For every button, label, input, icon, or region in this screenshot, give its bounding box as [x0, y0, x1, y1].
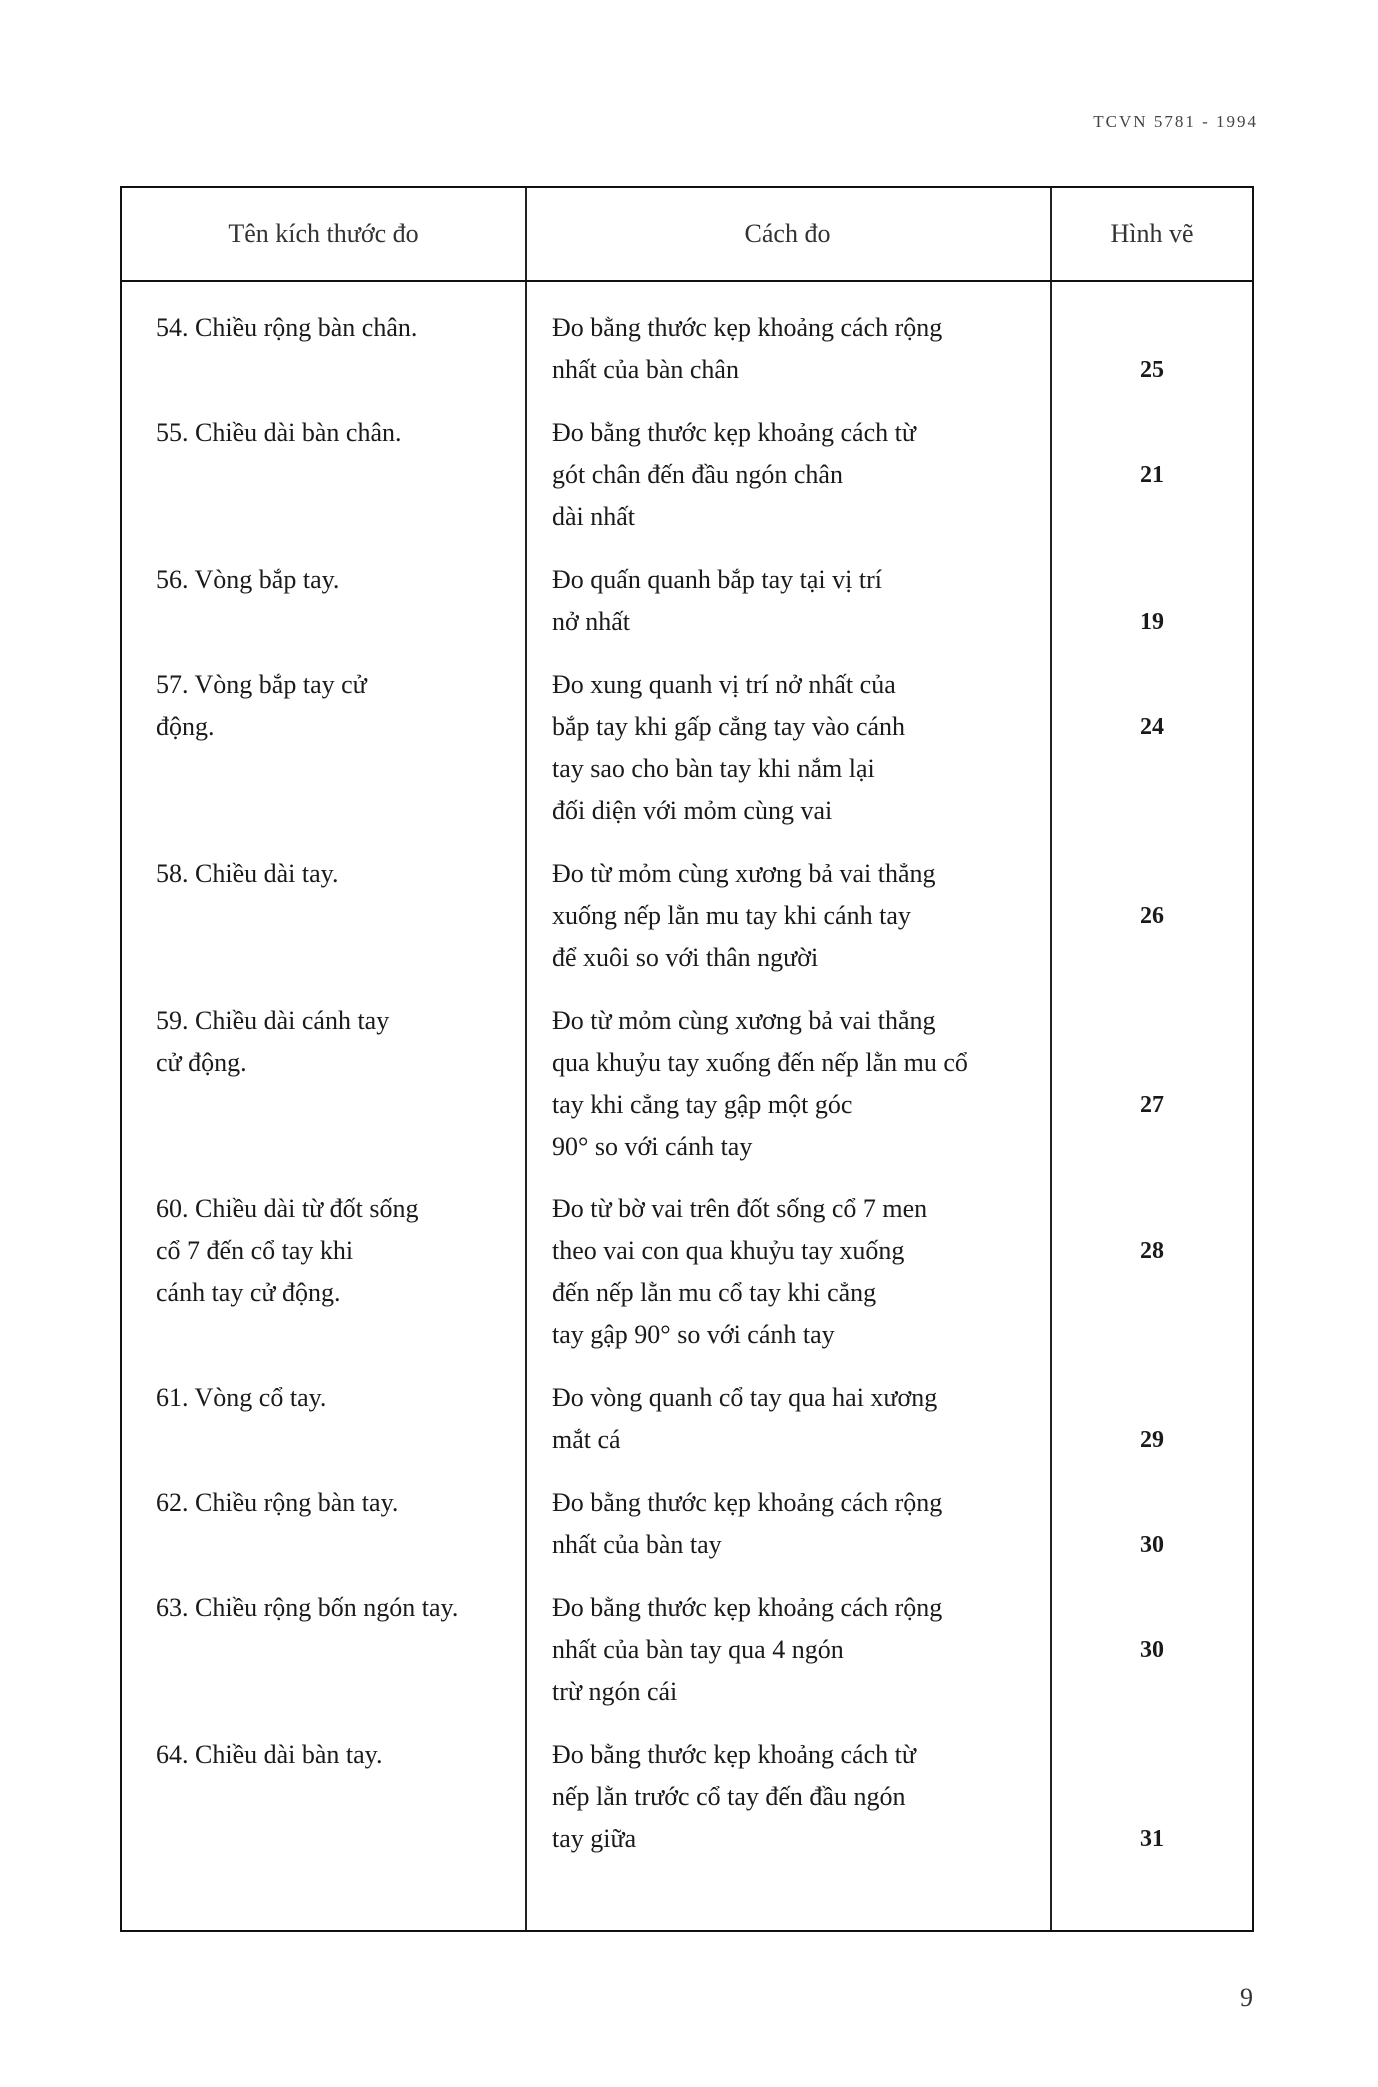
row-method: Đo bằng thước kẹp khoảng cách rộng nhất của bàn tay — [552, 1488, 943, 1559]
row-name: 57. Vòng bắp tay cử động. — [156, 670, 367, 741]
row-method: Đo bằng thước kẹp khoảng cách từ gót chân đến đầu ngón chân dài nhất — [552, 418, 916, 531]
page-number: 9 — [1240, 1983, 1253, 2012]
row-figure: 31 — [1140, 1826, 1164, 1852]
row-method: Đo bằng thước kẹp khoảng cách từ nếp lằn trước cổ tay đến đầu ngón tay giữa — [552, 1740, 916, 1853]
row-name: 55. Chiều dài bàn chân. — [156, 418, 402, 447]
row-name: 62. Chiều rộng bàn tay. — [156, 1488, 399, 1517]
row-name: 59. Chiều dài cánh tay cử động. — [156, 1006, 390, 1077]
row-method: Đo từ mỏm cùng xương bả vai thẳng xuống nếp lằn mu tay khi cánh tay để xuôi so với thân người — [552, 859, 936, 972]
row-name: 54. Chiều rộng bàn chân. — [156, 313, 418, 342]
row-figure: 24 — [1140, 714, 1164, 740]
header-method: Cách đo — [744, 219, 831, 248]
measurement-table — [120, 186, 1254, 1932]
row-figure: 30 — [1140, 1637, 1164, 1663]
row-method: Đo bằng thước kẹp khoảng cách rộng nhất của bàn chân — [552, 313, 943, 384]
row-name: 63. Chiều rộng bốn ngón tay. — [156, 1593, 459, 1622]
row-method: Đo từ bờ vai trên đốt sống cổ 7 men theo vai con qua khuỷu tay xuống đến nếp lằn mu cổ tay khi cẳng tay gập 90° so với cánh tay — [552, 1194, 928, 1349]
row-figure: 21 — [1140, 462, 1164, 488]
row-name: 64. Chiều dài bàn tay. — [156, 1740, 383, 1769]
row-name: 61. Vòng cổ tay. — [156, 1383, 327, 1412]
row-figure: 28 — [1140, 1238, 1164, 1264]
header-figure: Hình vẽ — [1110, 219, 1194, 248]
row-name: 56. Vòng bắp tay. — [156, 565, 340, 594]
document-code: TCVN 5781 - 1994 — [1093, 112, 1258, 131]
row-figure: 26 — [1140, 903, 1164, 929]
row-name: 60. Chiều dài từ đốt sống cổ 7 đến cổ tay khi cánh tay cử động. — [156, 1194, 419, 1307]
row-figure: 25 — [1140, 357, 1164, 383]
row-method: Đo từ mỏm cùng xương bả vai thẳng qua khuỷu tay xuống đến nếp lằn mu cổ tay khi cẳng tay gập một góc 90° so với cánh tay — [552, 1006, 968, 1161]
row-method: Đo quấn quanh bắp tay tại vị trí nở nhất — [552, 565, 882, 636]
column-divider-1 — [525, 188, 527, 1930]
row-method: Đo vòng quanh cổ tay qua hai xương mắt cá — [552, 1383, 938, 1454]
row-figure: 30 — [1140, 1532, 1164, 1558]
table-header-row — [122, 188, 1252, 282]
row-figure: 19 — [1140, 609, 1164, 635]
row-figure: 29 — [1140, 1427, 1164, 1453]
header-name: Tên kích thước đo — [228, 219, 419, 248]
row-name: 58. Chiều dài tay. — [156, 859, 339, 888]
row-figure: 27 — [1140, 1092, 1164, 1118]
row-method: Đo xung quanh vị trí nở nhất của bắp tay khi gấp cẳng tay vào cánh tay sao cho bàn tay khi nắm lại đối diện với mỏm cùng vai — [552, 670, 906, 825]
row-method: Đo bằng thước kẹp khoảng cách rộng nhất của bàn tay qua 4 ngón trừ ngón cái — [552, 1593, 943, 1706]
